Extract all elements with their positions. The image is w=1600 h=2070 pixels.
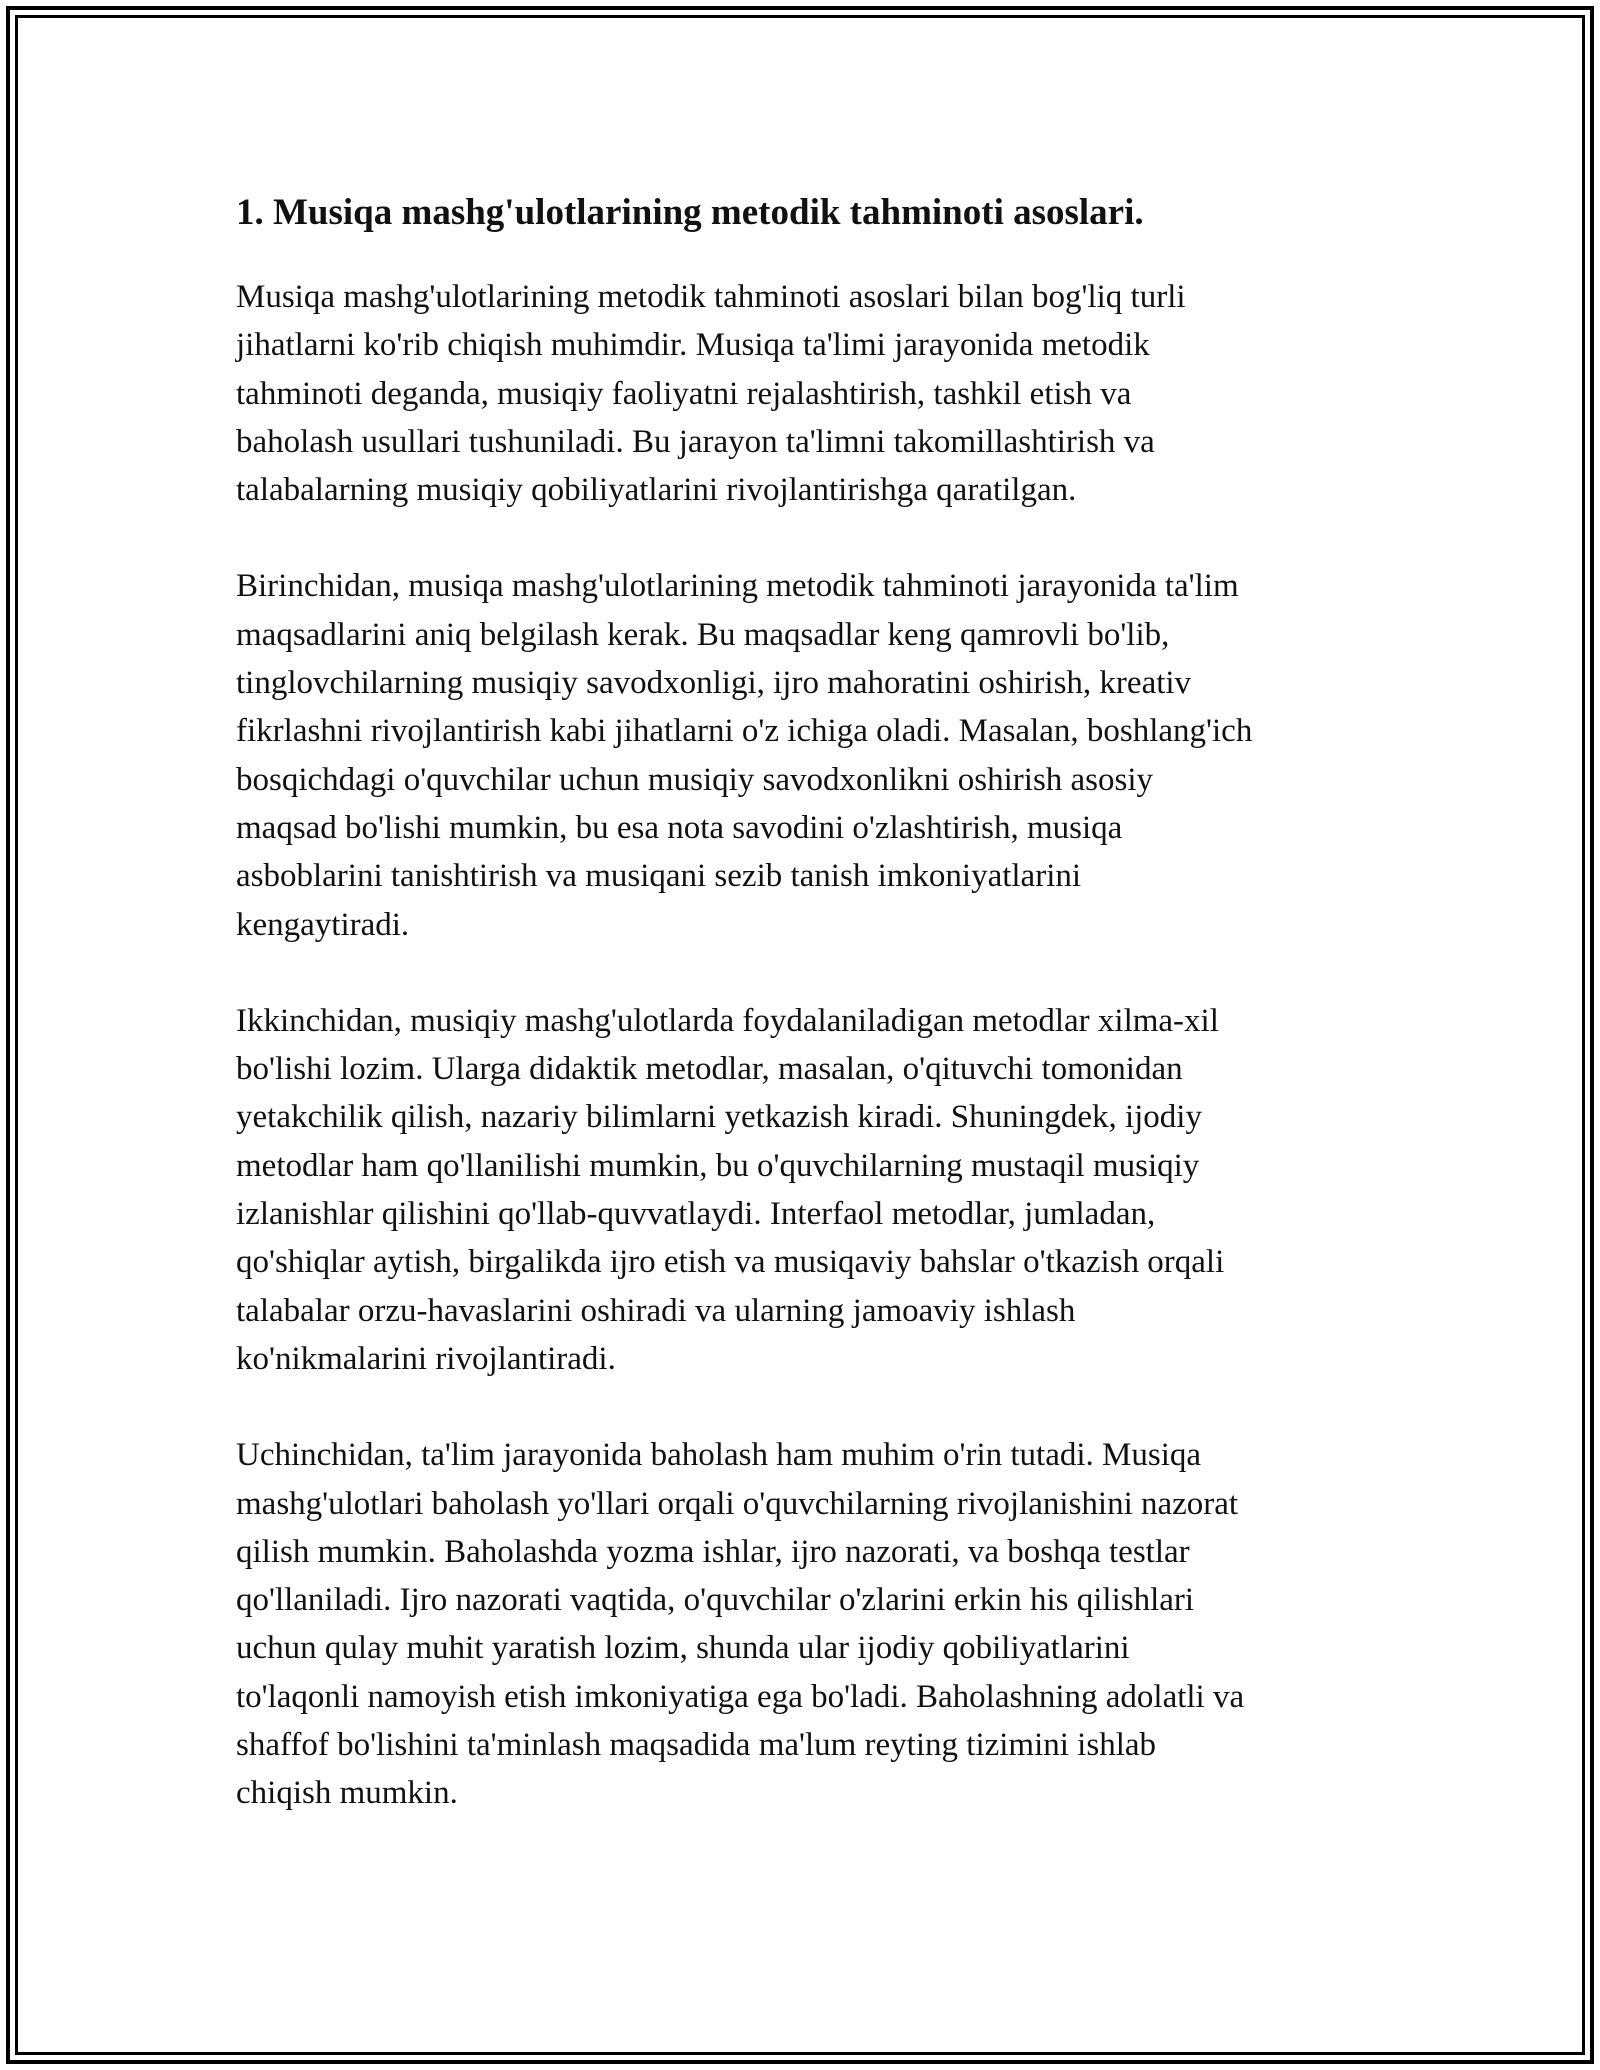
text-line: shaffof bo'lishini ta'minlash maqsadida ma'lum reyting tizimini ishlab (236, 1727, 1157, 1764)
text-line: bo'lishi lozim. Ularga didaktik metodlar, masalan, o'qituvchi tomonidan (236, 1051, 1183, 1088)
text-line: mashg'ulotlari baholash yo'llari orqali o'quvchilarning rivojlanishini nazorat (236, 1485, 1239, 1522)
text-line: yetakchilik qilish, nazariy bilimlarni yetkazish kiradi. Shuningdek, ijodiy (236, 1099, 1202, 1136)
text-line: qo'llaniladi. Ijro nazorati vaqtida, o'quvchilar o'zlarini erkin his qilishlari (236, 1582, 1195, 1619)
text-line: maqsadlarini aniq belgilash kerak. Bu maqsadlar keng qamrovli bo'lib, (236, 616, 1170, 653)
paragraph-intro (236, 273, 1396, 514)
text-line: talabalarning musiqiy qobiliyatlarini rivojlantirishga qaratilgan. (236, 472, 1077, 509)
text-line: baholash usullari tushuniladi. Bu jarayon ta'limni takomillashtirish va (236, 423, 1155, 460)
document-body (236, 183, 1396, 1866)
text-line: chiqish mumkin. (236, 1775, 458, 1812)
text-line: qilish mumkin. Baholashda yozma ishlar, ijro nazorati, va boshqa testlar (236, 1533, 1190, 1570)
text-line: Ikkinchidan, musiqiy mashg'ulotlarda foydalaniladigan metodlar xilma-xil (236, 1002, 1219, 1039)
paragraph-first (236, 562, 1396, 948)
text-line: ko'nikmalarini rivojlantiradi. (236, 1340, 616, 1377)
paragraph-third (236, 1431, 1396, 1817)
text-line: qo'shiqlar aytish, birgalikda ijro etish va musiqaviy bahslar o'tkazish orqali (236, 1244, 1225, 1281)
text-line: metodlar ham qo'llanilishi mumkin, bu o'quvchilarning mustaqil musiqiy (236, 1147, 1200, 1184)
paragraph-second (236, 997, 1396, 1383)
text-line: jihatlarni ko'rib chiqish muhimdir. Musiqa ta'limi jarayonida metodik (236, 327, 1150, 364)
text-line: to'laqonli namoyish etish imkoniyatiga ega bo'ladi. Baholashning adolatli va (236, 1678, 1245, 1715)
text-line: Birinchidan, musiqa mashg'ulotlarining metodik tahminoti jarayonida ta'lim (236, 568, 1239, 605)
text-line: fikrlashni rivojlantirish kabi jihatlarni o'z ichiga oladi. Masalan, boshlang'ich (236, 713, 1253, 750)
text-line: maqsad bo'lishi mumkin, bu esa nota savodini o'zlashtirish, musiqa (236, 809, 1123, 846)
text-line: Musiqa mashg'ulotlarining metodik tahminoti asoslari bilan bog'liq turli (236, 279, 1186, 315)
text-line: tahminoti deganda, musiqiy faoliyatni rejalashtirish, tashkil etish va (236, 375, 1132, 412)
text-line: kengaytiradi. (236, 906, 410, 943)
text-line: izlanishlar qilishini qo'llab-quvvatlaydi. Interfaol metodlar, jumladan, (236, 1196, 1156, 1233)
document-title: 1. Musiqa mashg'ulotlarining metodik tahminoti asoslari. (236, 192, 1144, 233)
text-line: asboblarini tanishtirish va musiqani sezib tanish imkoniyatlarini (236, 858, 1082, 895)
text-line: Uchinchidan, ta'lim jarayonida baholash ham muhim o'rin tutadi. Musiqa (236, 1437, 1202, 1474)
text-line: talabalar orzu-havaslarini oshiradi va ularning jamoaviy ishlash (236, 1292, 1076, 1329)
text-line: bosqichdagi o'quvchilar uchun musiqiy savodxonlikni oshirish asosiy (236, 761, 1154, 798)
text-line: tinglovchilarning musiqiy savodxonligi, ijro mahoratini oshirish, kreativ (236, 665, 1192, 702)
text-line: uchun qulay muhit yaratish lozim, shunda ular ijodiy qobiliyatlarini (236, 1630, 1130, 1667)
